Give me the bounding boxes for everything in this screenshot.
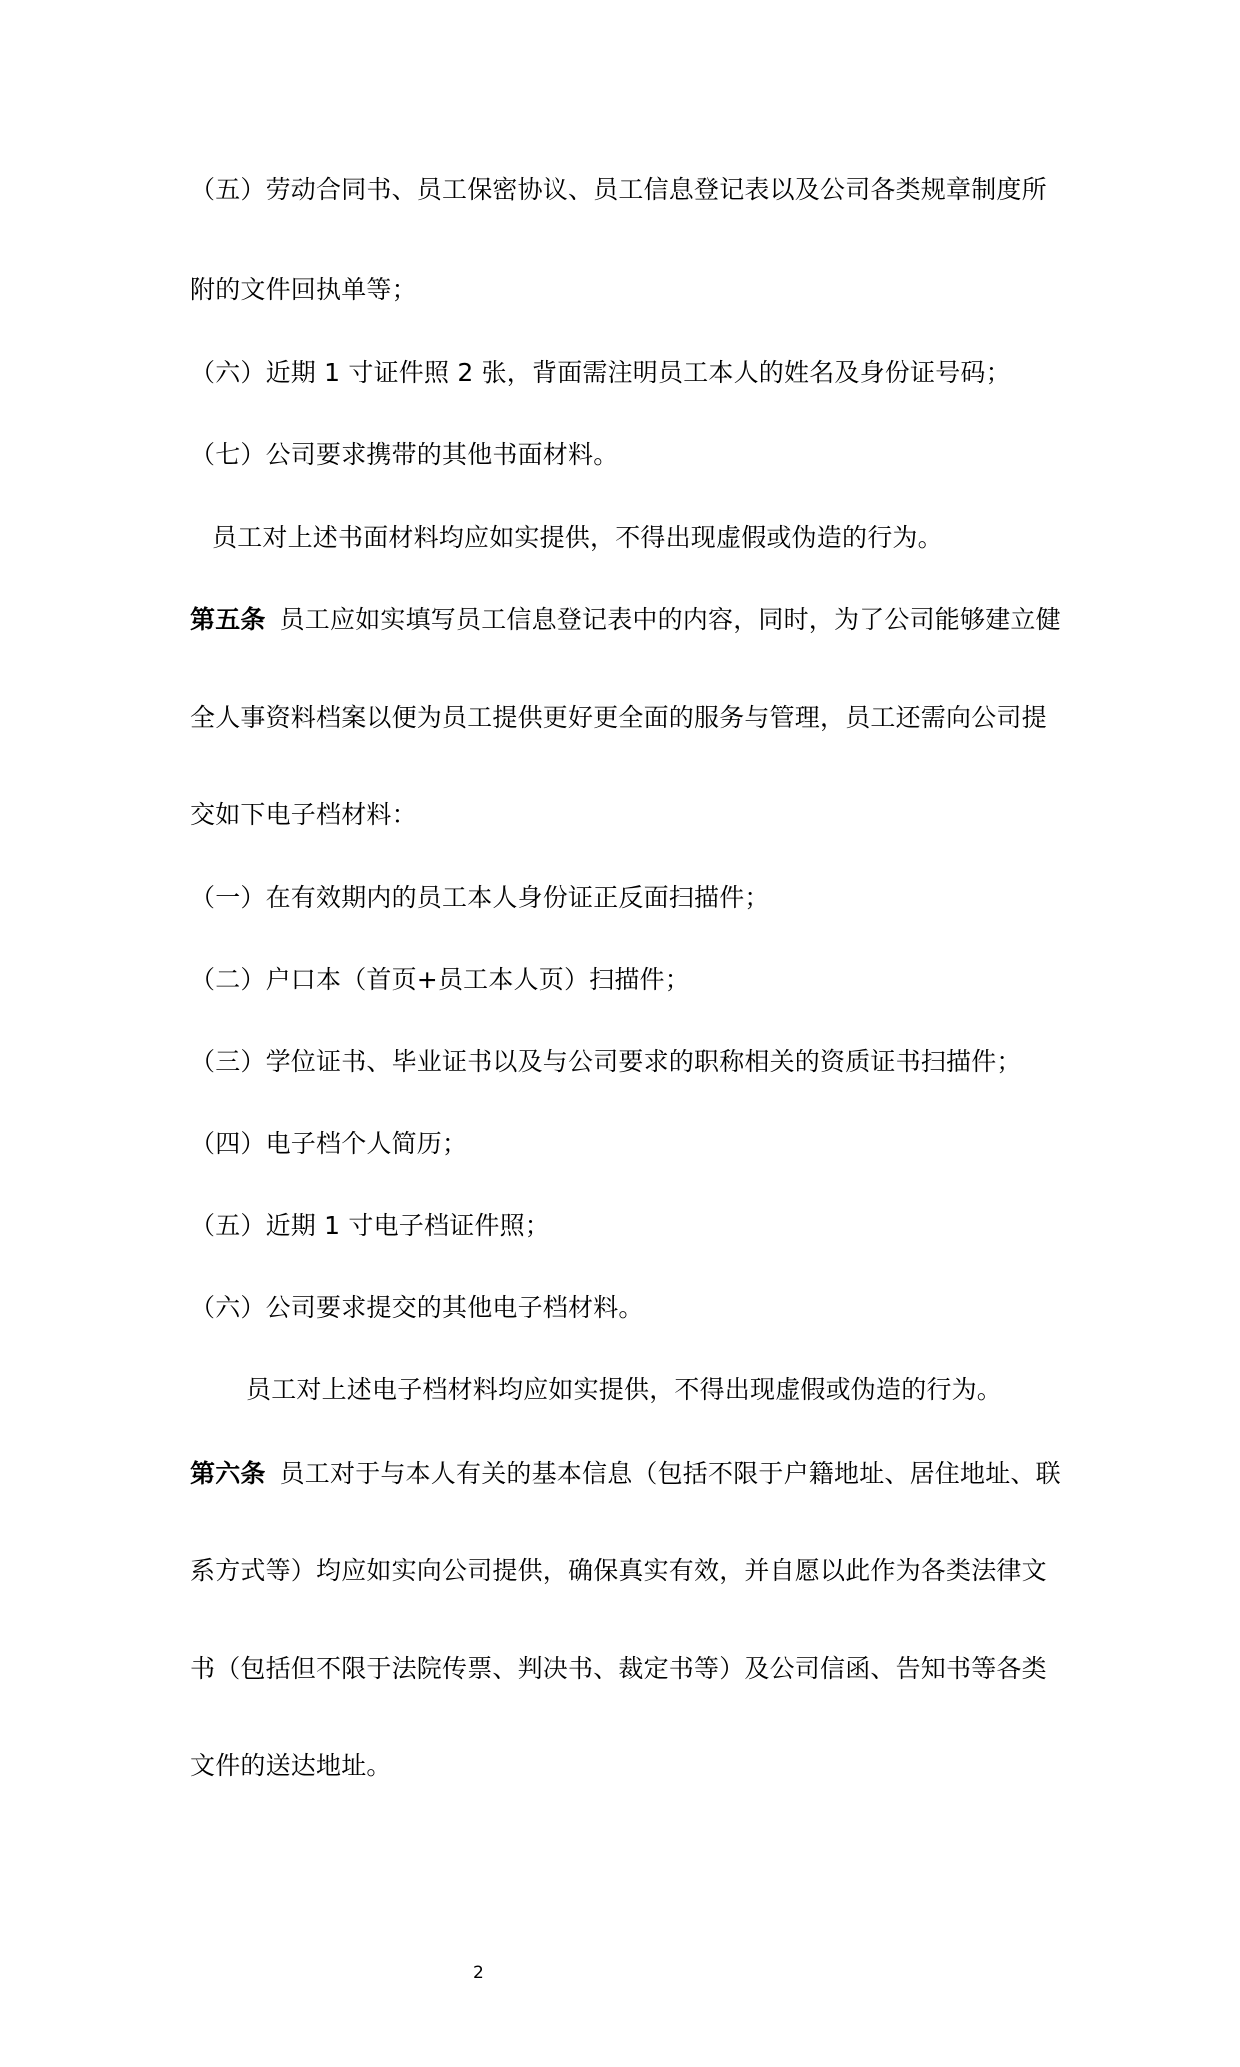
electronic-item-5: （五）近期 1 寸电子档证件照； <box>190 1211 551 1240</box>
article-5-label: 第五条 <box>190 605 266 634</box>
article-6-line-4: 文件的送达地址。 <box>190 1751 392 1780</box>
list-item-5-continued: 附的文件回执单等； <box>190 275 417 304</box>
electronic-item-1: （一）在有效期内的员工本人身份证正反面扫描件； <box>190 883 770 912</box>
article-6-label: 第六条 <box>190 1459 266 1488</box>
article-5-line-2: 全人事资料档案以便为员工提供更好更全面的服务与管理，员工还需向公司提 <box>190 703 1047 732</box>
list-item-5: （五）劳动合同书、员工保密协议、员工信息登记表以及公司各类规章制度所 <box>190 175 1047 204</box>
article-6-line-3: 书（包括但不限于法院传票、判决书、裁定书等）及公司信函、告知书等各类 <box>190 1654 1047 1683</box>
page-number: 2 <box>473 1963 484 1983</box>
electronic-item-3: （三）学位证书、毕业证书以及与公司要求的职称相关的资质证书扫描件； <box>190 1047 1022 1076</box>
article-6-line-1 <box>190 1456 1061 1492</box>
electronic-materials-note: 员工对上述电子档材料均应如实提供，不得出现虚假或伪造的行为。 <box>246 1375 1003 1404</box>
article-6-line-2: 系方式等）均应如实向公司提供，确保真实有效，并自愿以此作为各类法律文 <box>190 1556 1047 1585</box>
list-item-7: （七）公司要求携带的其他书面材料。 <box>190 440 619 469</box>
paper-materials-note: 员工对上述书面材料均应如实提供，不得出现虚假或伪造的行为。 <box>212 523 943 552</box>
article-5-line-3: 交如下电子档材料： <box>190 800 417 829</box>
article-5-line-1 <box>190 602 1061 638</box>
electronic-item-2: （二）户口本（首页+员工本人页）扫描件； <box>190 965 690 994</box>
electronic-item-6: （六）公司要求提交的其他电子档材料。 <box>190 1293 644 1322</box>
list-item-6: （六）近期 1 寸证件照 2 张，背面需注明员工本人的姓名及身份证号码； <box>190 358 1011 387</box>
electronic-item-4: （四）电子档个人简历； <box>190 1129 468 1158</box>
article-6-text: 员工对于与本人有关的基本信息（包括不限于户籍地址、居住地址、联 <box>279 1459 1061 1488</box>
article-5-text: 员工应如实填写员工信息登记表中的内容，同时，为了公司能够建立健 <box>279 605 1061 634</box>
